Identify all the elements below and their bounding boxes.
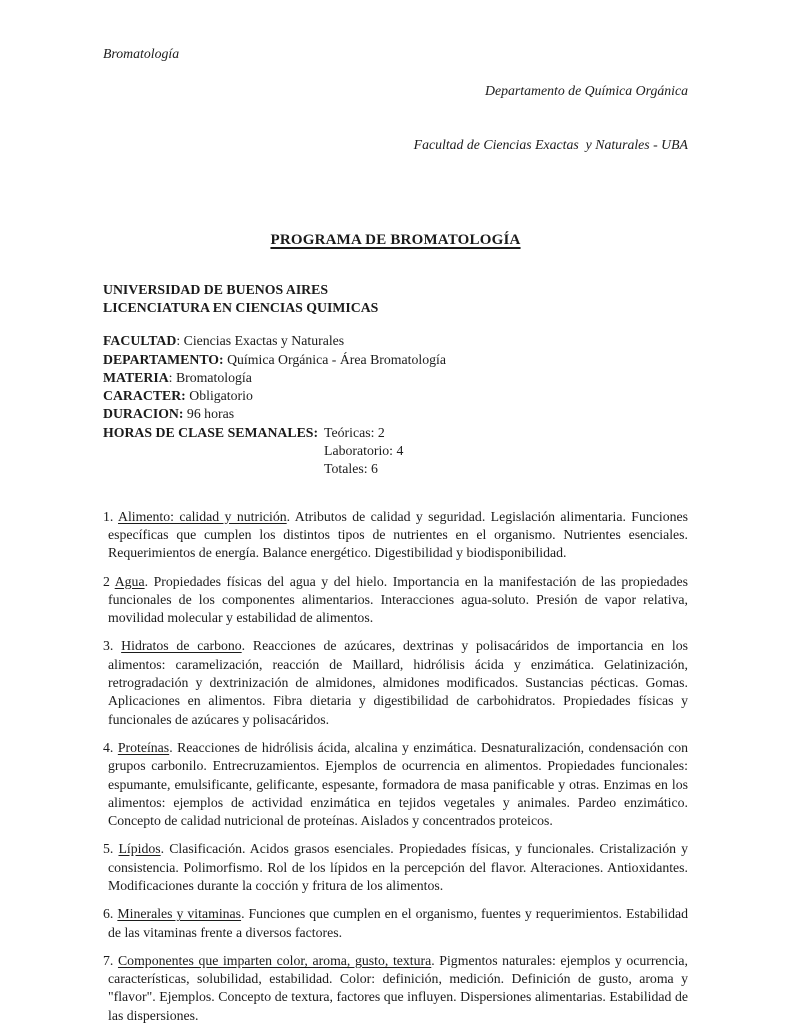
syllabus-list — [103, 508, 688, 1024]
item-text: . Atributos de calidad y seguridad. Legislación alimentaria. Funciones específicas que cumplen los distintos tipos de nutrientes en el organismo. Nutrientes esenciales. Requerimientos de energía. Balance energético. Digestibilidad y biodisponibilidad. — [108, 508, 689, 561]
detail-row-horas-semanales — [103, 424, 688, 479]
syllabus-item-1 — [103, 508, 688, 563]
detail-row-departamento — [103, 351, 688, 369]
detail-label: DURACION: — [103, 406, 184, 422]
detail-value: 96 horas — [183, 406, 235, 422]
item-text: . Funciones que cumplen en el organismo, fuentes y requerimientos. Estabilidad de las vitaminas frente a diversos factores. — [108, 906, 689, 940]
syllabus-item-6 — [103, 905, 688, 942]
university-name: UNIVERSIDAD DE BUENOS AIRES — [103, 281, 329, 297]
item-title: Componentes que imparten color, aroma, gusto, textura — [117, 952, 432, 968]
item-title: Proteínas — [117, 739, 170, 755]
detail-row-caracter — [103, 387, 688, 405]
page-title-text: PROGRAMA DE BROMATOLOGÍA — [270, 232, 521, 249]
item-text: . Reacciones de hidrólisis ácida, alcalina y enzimática. Desnaturalización, condensación con grupos carbonilo. Entrecruzamientos. Ejemplos de ocurrencia en alimentos. Propiedades funcionales: espumante, emulsificante, gelificante, espesante, formadora de masa panificable y otras. Enzimas en los alimentos: ejemplos de actividad enzimática en tejidos vegetales y animales. Pardeo enzimático. Concepto de calidad nutricional de proteínas. Aislados y concentrados proteicos. — [108, 739, 688, 829]
syllabus-item-7 — [103, 952, 688, 1024]
hours-values — [324, 424, 403, 479]
page-header — [103, 45, 688, 191]
hours-laboratorio: Laboratorio: 4 — [324, 443, 404, 459]
syllabus-item-3 — [103, 637, 688, 728]
item-number: 6. — [103, 906, 114, 922]
header-right-block — [414, 45, 688, 191]
syllabus-item-5 — [103, 840, 688, 895]
detail-label: MATERIA — [103, 369, 169, 385]
detail-value: Obligatorio — [185, 388, 253, 404]
detail-label: FACULTAD — [103, 333, 177, 349]
detail-row-materia — [103, 369, 688, 387]
detail-row-duracion — [103, 405, 688, 423]
item-title: Alimento: calidad y nutrición — [118, 508, 287, 524]
department-line: Departamento de Química Orgánica — [485, 82, 688, 98]
item-title: Hidratos de carbono — [121, 638, 242, 654]
faculty-line: Facultad de Ciencias Exactas y Naturales - UBA — [413, 137, 688, 153]
item-text: . Pigmentos naturales: ejemplos y ocurrencia, características, solubilidad, estabilidad. Color: definición, medición. Definición de gusto, aroma y "flavor". Ejemplos. Concepto de textura, factores que influyen. Dispersiones alimentarias. Estabilidad de las dispersiones. — [108, 952, 688, 1023]
item-number: 1. — [103, 508, 114, 524]
item-number: 2 — [103, 573, 110, 589]
item-number: 5. — [103, 841, 114, 857]
institution-block — [103, 281, 688, 318]
item-title: Minerales y vitaminas — [117, 906, 242, 922]
syllabus-item-4 — [103, 739, 688, 830]
item-text: . Reacciones de azúcares, dextrinas y polisacáridos de importancia en los alimentos: caramelización, reacción de Maillard, hidrólisis ácida y enzimática. Gelatinización, retrogradación y dextrinización de almidones, almidones modificados. Sustancias pécticas. Gomas. Aplicaciones en alimentos. Fibra dietaria y digestibilidad de carbohidratos. Propiedades físicas y funcionales de azúcares y polisacáridos. — [108, 638, 688, 727]
course-name: Bromatología — [103, 46, 180, 61]
item-number: 4. — [103, 739, 114, 755]
syllabus-item-2 — [103, 573, 688, 628]
item-text: . Propiedades físicas del agua y del hielo. Importancia en la manifestación de las propiedades funcionales de los componentes alimentarios. Interacciones agua-soluto. Presión de vapor relativa, movilidad molecular y estabilidad de alimentos. — [108, 573, 688, 626]
course-details — [103, 332, 688, 478]
detail-value: : Bromatología — [168, 369, 252, 385]
item-text: . Clasificación. Acidos grasos esenciales. Propiedades físicas, y funcionales. Cristalización y consistencia. Polimorfismo. Rol de los lípidos en la percepción del flavor. Alteraciones. Antioxidantes. Modificaciones durante la cocción y fritura de los alimentos. — [108, 841, 689, 893]
detail-value: : Ciencias Exactas y Naturales — [176, 333, 345, 349]
item-title: Agua — [114, 573, 145, 589]
hours-label: HORAS DE CLASE SEMANALES: — [103, 424, 319, 440]
item-number: 3. — [103, 638, 114, 654]
detail-row-facultad — [103, 332, 688, 350]
degree-name: LICENCIATURA EN CIENCIAS QUIMICAS — [103, 299, 379, 315]
hours-teoricas: Teóricas: 2 — [324, 424, 385, 440]
page-title — [103, 231, 688, 249]
detail-value: Química Orgánica - Área Bromatología — [223, 351, 446, 367]
detail-label: DEPARTAMENTO: — [103, 351, 224, 367]
item-title: Lípidos — [118, 841, 161, 857]
item-number: 7. — [103, 952, 114, 968]
hours-totales: Totales: 6 — [324, 461, 378, 477]
detail-label: CARACTER: — [103, 388, 186, 404]
